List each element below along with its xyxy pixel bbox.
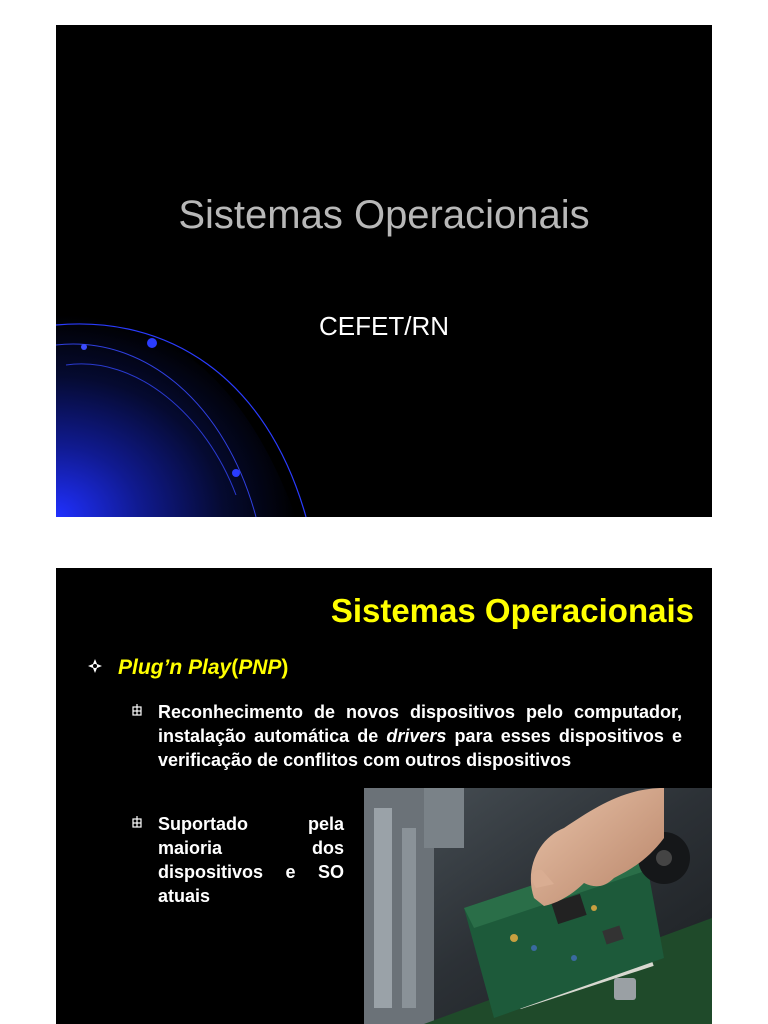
slide-title: Sistemas Operacionais <box>178 193 590 237</box>
square-bullet-icon <box>132 700 142 724</box>
diamond-bullet-icon <box>88 659 118 678</box>
content-slide <box>56 568 712 1024</box>
hand-inserting-expansion-card-photo <box>364 788 712 1024</box>
sub-bullet-1-text-italic: drivers <box>386 726 447 746</box>
square-bullet-icon <box>132 812 142 836</box>
main-bullet-label: Plug’n Play <box>118 656 232 679</box>
title-slide <box>56 25 712 517</box>
slide-subtitle: CEFET/RN <box>319 311 449 341</box>
paren-close: ) <box>281 656 289 679</box>
main-bullet-abbr: PNP <box>238 656 282 679</box>
paren-open: ( <box>231 656 239 679</box>
sub-bullet-1 <box>158 700 682 772</box>
sub-bullet-2-text: Suportado pela maioria dos dispositivos e SO atuais <box>158 814 344 906</box>
main-bullet <box>88 656 288 680</box>
sub-bullet-1-text-before: Reconhecimento de novos dispositivos pelo computador, instalação automática de <box>158 702 682 746</box>
slide-title: Sistemas Operacionais <box>330 592 694 629</box>
sub-bullet-2 <box>158 812 344 908</box>
sub-bullet-1-text-after: para esses dispositivos e verificação de conflitos com outros dispositivos <box>158 726 682 770</box>
blue-swoosh-decoration <box>56 25 712 517</box>
